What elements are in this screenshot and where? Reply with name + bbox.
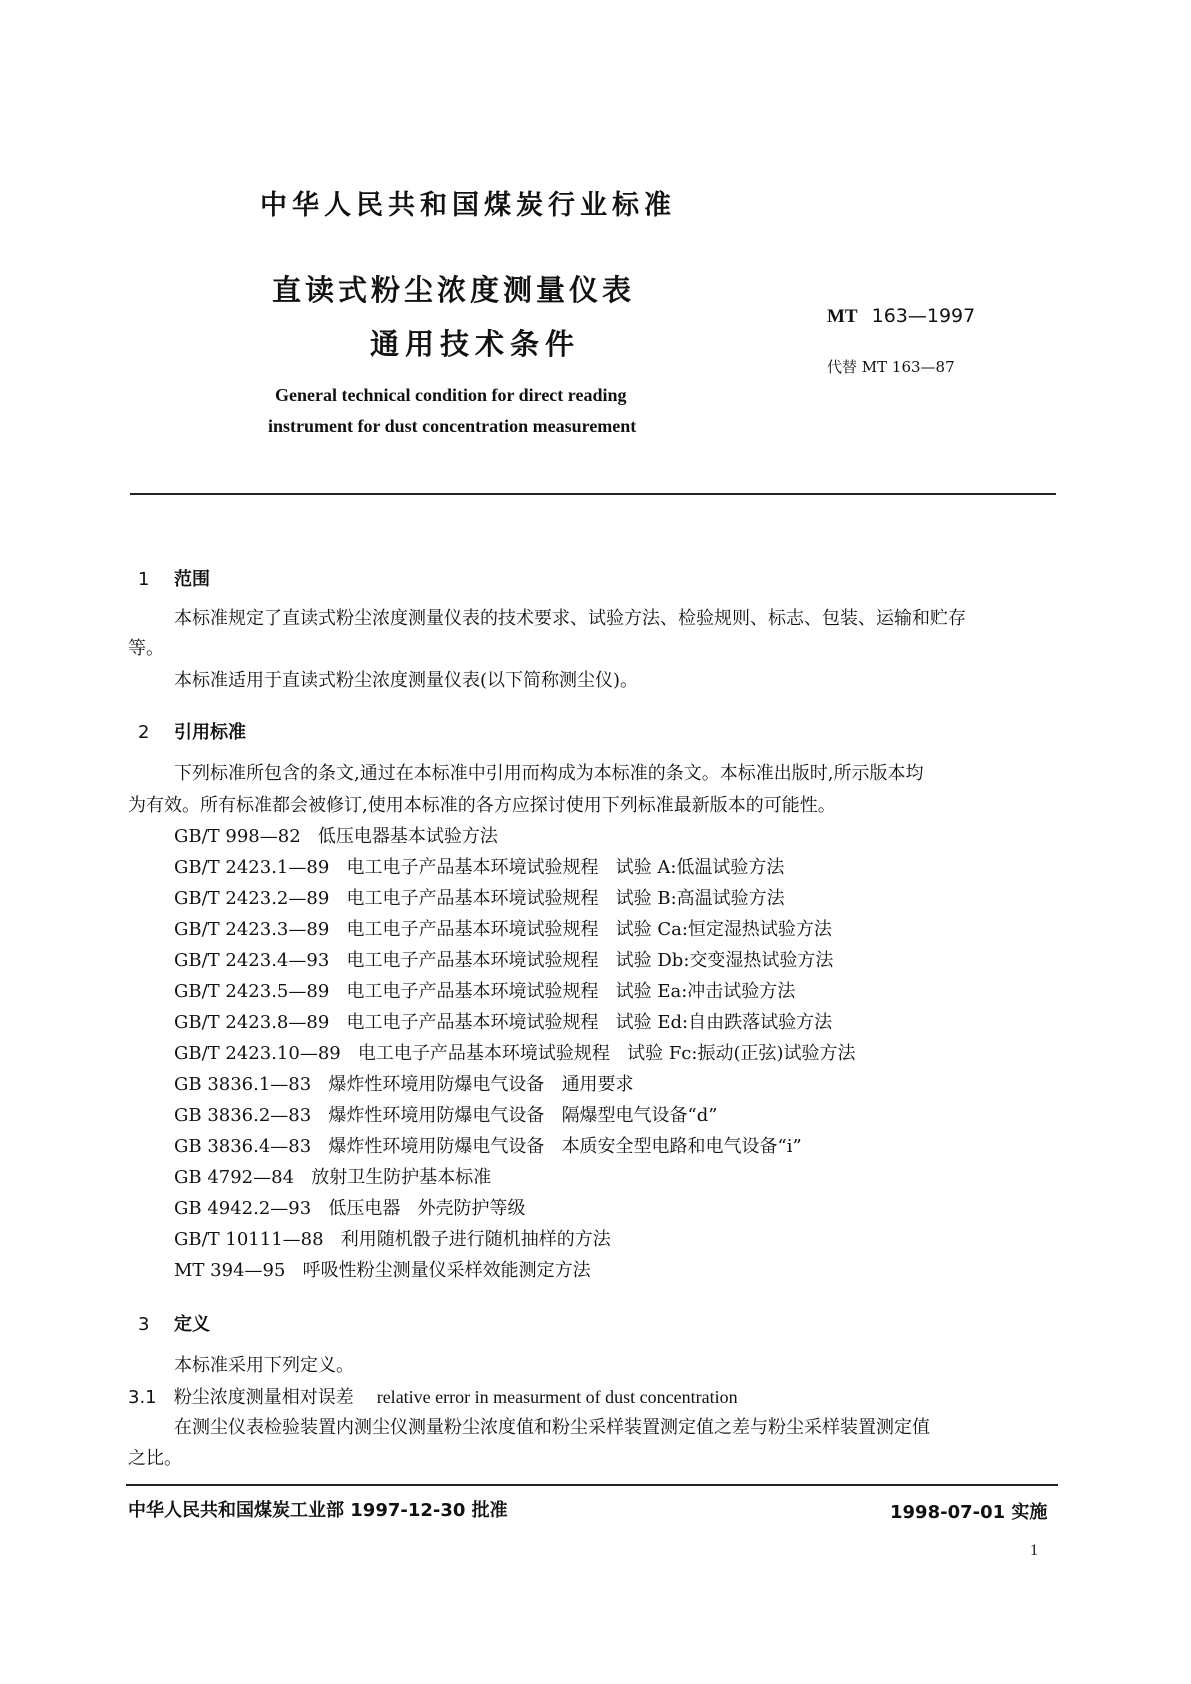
reference-item [174,1101,718,1127]
header-divider [130,493,1056,495]
section-1-heading [138,565,210,591]
reference-item [174,977,795,1003]
section-2-para-line-2: 为有效。所有标准都会被修订,使用本标准的各方应探讨使用下列标准最新版本的可能性。 [128,795,836,816]
reference-item [174,1132,802,1158]
section-title: 范围 [174,569,210,590]
reference-name: 利用随机骰子进行随机抽样的方法 [340,1229,611,1250]
document-title-en-line2: instrument for dust concentration measurement [268,416,637,436]
footer-divider [126,1484,1058,1486]
section-number: 3 [138,1314,150,1335]
reference-test: 试验 Ea:冲击试验方法 [615,981,796,1002]
approval-info: 中华人民共和国煤炭工业部 1997-12-30 批准 [128,1500,508,1521]
section-number: 1 [138,569,150,590]
reference-test: 通用要求 [561,1074,634,1095]
reference-code: GB 4942.2—93 [174,1198,312,1219]
section-1-para-2: 本标准适用于直读式粉尘浓度测量仪表(以下简称测尘仪)。 [174,670,639,691]
reference-code: GB 4792—84 [174,1167,295,1188]
reference-code: GB/T 2423.10—89 [174,1043,341,1064]
reference-name: 爆炸性环境用防爆电气设备 [328,1105,545,1126]
document-title-cn-line2: 通用技术条件 [370,327,581,361]
reference-name: 电工电子产品基本环境试验规程 [346,857,599,878]
reference-item [174,1163,491,1189]
reference-code: GB/T 2423.1—89 [174,857,330,878]
reference-item [174,946,833,972]
term-en: relative error in measurment of dust concentration [376,1387,738,1407]
reference-code: GB 3836.2—83 [174,1105,312,1126]
standard-code: 163—1997 [871,305,976,327]
reference-code: GB 3836.4—83 [174,1136,312,1157]
subsection-number: 3.1 [128,1387,157,1408]
definition-3-1-term [128,1382,738,1413]
reference-item [174,915,832,941]
reference-test: 本质安全型电路和电气设备“i” [561,1136,802,1157]
reference-code: GB/T 2423.3—89 [174,919,330,940]
reference-test: 试验 A:低温试验方法 [615,857,785,878]
reference-item [174,853,784,879]
reference-name: 呼吸性粉尘测量仪采样效能测定方法 [302,1260,591,1281]
section-1-para-1-line-2: 等。 [128,638,164,659]
effective-date: 1998-07-01 实施 [890,1502,1048,1523]
standard-prefix: MT [827,306,858,327]
reference-name: 电工电子产品基本环境试验规程 [346,1012,599,1033]
section-3-heading [138,1310,210,1336]
reference-name: 爆炸性环境用防爆电气设备 [328,1074,545,1095]
reference-code: GB 3836.1—83 [174,1074,312,1095]
reference-code: GB/T 2423.2—89 [174,888,330,909]
section-1-para-1-line-1: 本标准规定了直读式粉尘浓度测量仪表的技术要求、试验方法、检验规则、标志、包装、运输和贮存 [174,608,966,629]
section-2-heading [138,718,246,744]
reference-name: 电工电子产品基本环境试验规程 [346,888,599,909]
reference-name: 电工电子产品基本环境试验规程 [357,1043,610,1064]
reference-name: 电工电子产品基本环境试验规程 [346,981,599,1002]
reference-item [174,1008,832,1034]
reference-name: 低压电器基本试验方法 [317,826,498,847]
reference-item [174,1194,526,1220]
reference-name: 电工电子产品基本环境试验规程 [346,919,599,940]
reference-item [174,884,785,910]
reference-item [174,1039,856,1065]
reference-test: 试验 Ca:恒定湿热试验方法 [615,919,832,940]
section-title: 定义 [174,1314,210,1335]
document-title-cn-line1: 直读式粉尘浓度测量仪表 [272,273,636,307]
reference-name: 电工电子产品基本环境试验规程 [346,950,599,971]
definition-3-1-line-2: 之比。 [128,1448,182,1469]
definition-3-1-line-1: 在测尘仪表检验装置内测尘仪测量粉尘浓度值和粉尘采样装置测定值之差与粉尘采样装置测定值 [174,1417,930,1438]
reference-name: 爆炸性环境用防爆电气设备 [328,1136,545,1157]
reference-item [174,1256,591,1282]
term-cn: 粉尘浓度测量相对误差 [173,1387,354,1408]
reference-test: 试验 Ed:自由跌落试验方法 [615,1012,833,1033]
reference-test: 隔爆型电气设备“d” [561,1105,718,1126]
section-3-para: 本标准采用下列定义。 [174,1355,354,1376]
reference-item [174,1225,611,1251]
reference-code: GB/T 2423.5—89 [174,981,330,1002]
document-title-en-line1: General technical condition for direct reading [275,385,627,405]
section-number: 2 [138,722,150,743]
reference-test: 试验 Db:交变湿热试验方法 [615,950,834,971]
reference-item [174,1070,634,1096]
standard-number [827,305,975,328]
reference-name: 放射卫生防护基本标准 [311,1167,492,1188]
reference-code: GB/T 10111—88 [174,1229,324,1250]
replaces-standard: 代替 MT 163—87 [827,358,955,376]
section-2-para-line-1: 下列标准所包含的条文,通过在本标准中引用而构成为本标准的条文。本标准出版时,所示版本均 [174,763,924,784]
reference-name: 低压电器 [328,1198,401,1219]
reference-code: GB/T 2423.8—89 [174,1012,330,1033]
section-title: 引用标准 [174,722,246,743]
page-number: 1 [1030,1542,1038,1559]
reference-code: GB/T 2423.4—93 [174,950,330,971]
reference-test: 试验 Fc:振动(正弦)试验方法 [627,1043,856,1064]
reference-item [174,822,498,848]
reference-code: GB/T 998—82 [174,826,301,847]
reference-test: 外壳防护等级 [417,1198,526,1219]
reference-test: 试验 B:高温试验方法 [615,888,785,909]
industry-standard-title: 中华人民共和国煤炭行业标准 [260,190,676,221]
reference-code: MT 394—95 [174,1260,286,1281]
